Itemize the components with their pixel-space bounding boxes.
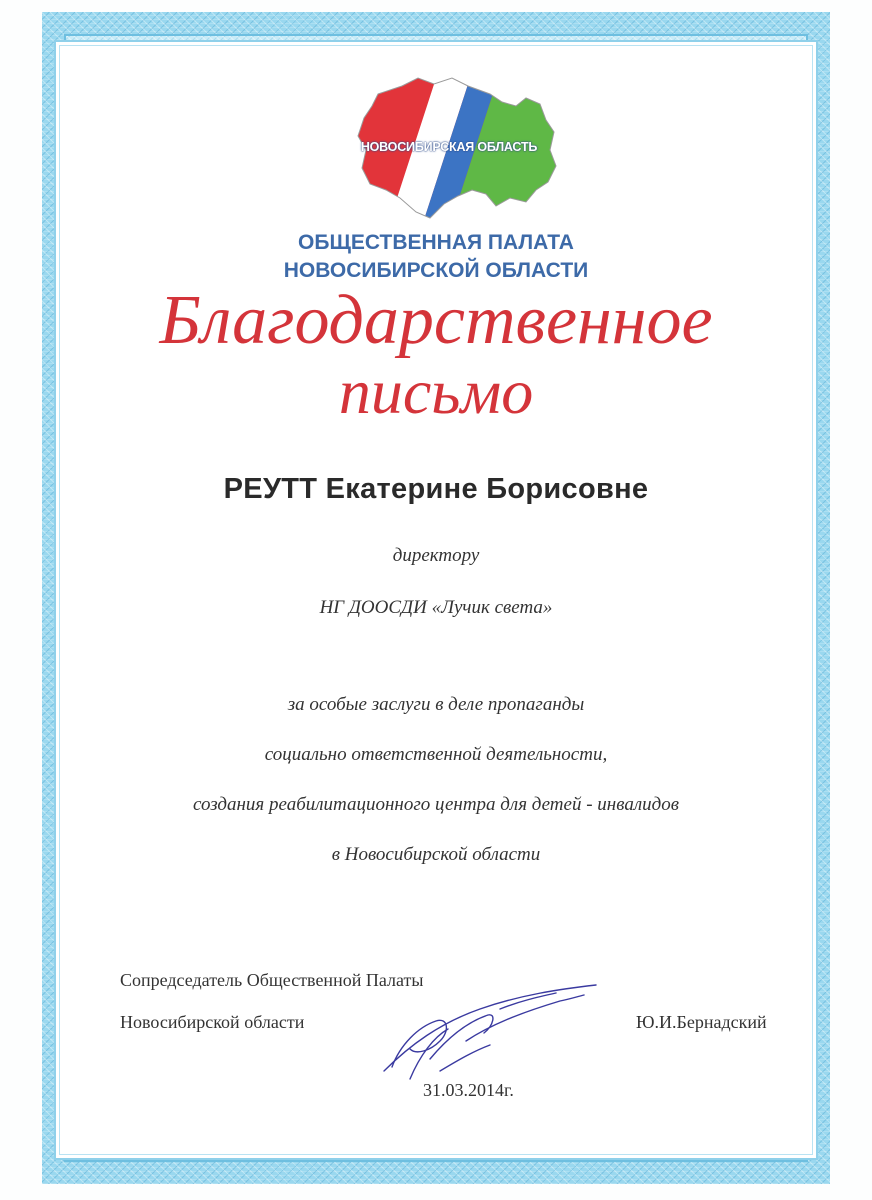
organization-line-2: НОВОСИБИРСКОЙ ОБЛАСТИ [283,259,589,282]
reason-line-1: за особые заслуги в деле пропаганды [287,694,585,715]
signatory-title-line-2: Новосибирской области [120,1012,305,1032]
recipient-name: РЕУТТ Екатерине Борисовне [223,473,649,505]
title-line-2: письмо [338,356,534,427]
signatory-title-line-1: Сопредседатель Общественной Палаты [120,970,424,990]
region-map-logo [340,72,560,232]
signatory-name: Ю.И.Бернадский [636,1012,767,1032]
title-line-1: Благодарственное [159,282,713,359]
reason-line-4: в Новосибирской области [331,844,541,865]
issue-date: 31.03.2014г. [423,1080,514,1100]
reason-line-2: социально ответственной деятельности, [264,744,608,765]
handwritten-signature [370,975,610,1085]
reason-line-3: создания реабилитационного центра для детей - инвалидов [193,794,679,815]
organization-line-1: ОБЩЕСТВЕННАЯ ПАЛАТА [298,231,574,254]
recipient-position: директору [392,545,480,566]
region-label: НОВОСИБИРСКАЯ ОБЛАСТЬ [360,140,538,154]
recipient-organization: НГ ДООСДИ «Лучик света» [319,597,553,618]
